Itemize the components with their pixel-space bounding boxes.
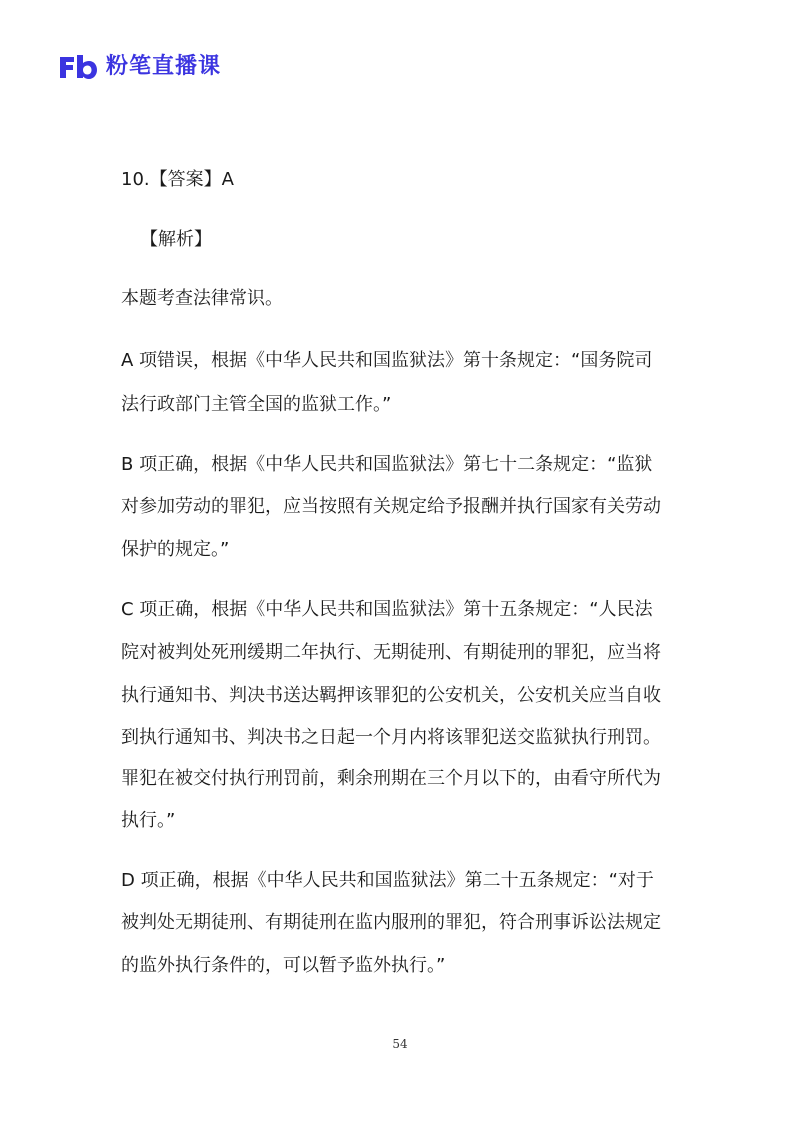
option-b-line-3: 保护的规定。” bbox=[121, 539, 230, 560]
option-a-line-1: A 项错误，根据《中华人民共和国监狱法》第十条规定：“国务院司 bbox=[121, 350, 653, 371]
option-c-line-4: 到执行通知书、判决书之日起一个月内将该罪犯送交监狱执行刑罚。 bbox=[121, 727, 661, 748]
fb-logo-icon bbox=[58, 53, 98, 81]
option-a-line-2: 法行政部门主管全国的监狱工作。” bbox=[121, 394, 392, 415]
option-b-line-2: 对参加劳动的罪犯，应当按照有关规定给予报酬并执行国家有关劳动 bbox=[121, 496, 661, 517]
option-d-line-2: 被判处无期徒刑、有期徒刑在监内服刑的罪犯，符合刑事诉讼法规定 bbox=[121, 912, 661, 933]
option-c-line-5: 罪犯在被交付执行刑罚前，剩余刑期在三个月以下的，由看守所代为 bbox=[121, 768, 661, 789]
analysis-label: 【解析】 bbox=[140, 229, 212, 250]
option-d-line-1: D 项正确，根据《中华人民共和国监狱法》第二十五条规定：“对于 bbox=[121, 870, 654, 891]
option-c-line-6: 执行。” bbox=[121, 810, 176, 831]
brand-name: 粉笔直播课 bbox=[106, 54, 222, 79]
option-c-line-2: 院对被判处死刑缓期二年执行、无期徒刑、有期徒刑的罪犯，应当将 bbox=[121, 642, 661, 663]
option-c-line-3: 执行通知书、判决书送达羁押该罪犯的公安机关，公安机关应当自收 bbox=[121, 685, 661, 706]
page-number: 54 bbox=[392, 1037, 408, 1051]
option-b-line-1: B 项正确，根据《中华人民共和国监狱法》第七十二条规定：“监狱 bbox=[121, 454, 653, 475]
answer-line: 10.【答案】A bbox=[121, 169, 234, 190]
option-c-line-1: C 项正确，根据《中华人民共和国监狱法》第十五条规定：“人民法 bbox=[121, 599, 653, 620]
page-header bbox=[58, 50, 221, 84]
intro-line: 本题考查法律常识。 bbox=[121, 288, 283, 309]
option-d-line-3: 的监外执行条件的，可以暂予监外执行。” bbox=[121, 955, 446, 976]
